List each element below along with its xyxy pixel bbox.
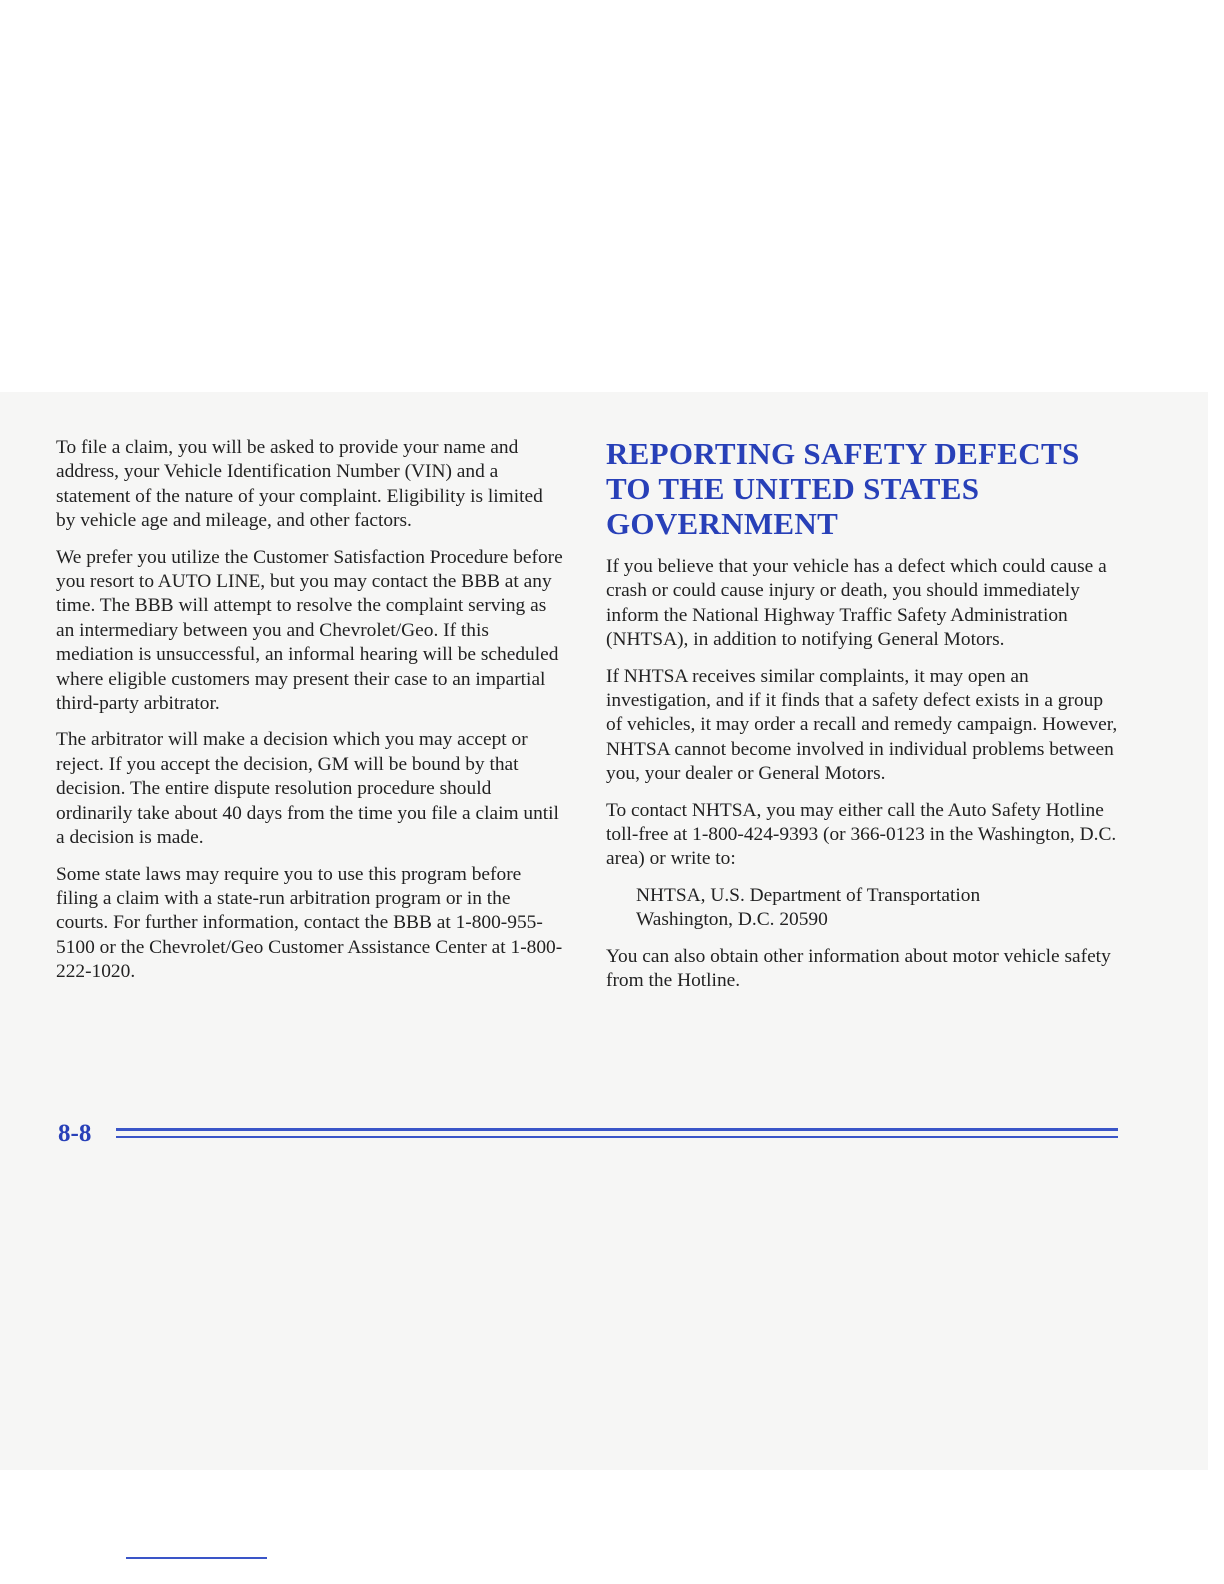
paragraph-contact-nhtsa: To contact NHTSA, you may either call the Auto Safety Hotline toll-free at 1-800-424-9393 (or 366-0123 in the Washington, D.C. area) or write to: [606, 799, 1117, 870]
paragraph-state-laws: Some state laws may require you to use this program before filing a claim with a state-run arbitration program or in the courts. For further information, contact the BBB at 1-800-955-5100 or the Chevrolet/Geo Customer Assistance Center at 1-800-222-1020. [56, 863, 563, 983]
paragraph-arbitrator: The arbitrator will make a decision which you may accept or reject. If you accept the decision, GM will be bound by that decision. The entire dispute resolution procedure should ordinarily take about 40 days from the time you file a claim until a decision is made. [56, 729, 559, 849]
paragraph-report-defect: If you believe that your vehicle has a defect which could cause a crash or could cause injury or death, you should immediately inform the National Highway Traffic Safety Administration (NHTSA), in addition to notifying General Motors. [606, 556, 1107, 651]
right-column [606, 436, 1122, 1006]
section-heading: REPORTING SAFETY DEFECTS TO THE UNITED STATES GOVERNMENT [606, 436, 1080, 541]
paragraph-hotline-info: You can also obtain other information about motor vehicle safety from the Hotline. [606, 945, 1111, 992]
page-number: 8-8 [58, 1120, 92, 1147]
footer-rule-bottom [116, 1136, 1118, 1138]
paragraph-file-claim: To file a claim, you will be asked to provide your name and address, your Vehicle Identification Number (VIN) and a statement of the nature of your complaint. Eligibility is limited by vehicle age and mileage, and other factors. [56, 437, 543, 532]
left-column [56, 436, 566, 997]
bottom-underline [126, 1557, 267, 1559]
footer-rule-top [116, 1128, 1118, 1131]
address-line-1: NHTSA, U.S. Department of Transportation [636, 884, 981, 906]
nhtsa-address [636, 884, 1122, 933]
address-line-2: Washington, D.C. 20590 [636, 909, 828, 931]
paragraph-customer-satisfaction: We prefer you utilize the Customer Satisfaction Procedure before you resort to AUTO LINE, but you may contact the BBB at any time. The BBB will attempt to resolve the complaint serving as an intermediary between you and Chevrolet/Geo. If this mediation is unsuccessful, an informal hearing will be scheduled where eligible customers may present their case to an impartial third-party arbitrator. [56, 546, 563, 715]
paragraph-nhtsa-investigation: If NHTSA receives similar complaints, it may open an investigation, and if it finds that a safety defect exists in a group of vehicles, it may order a recall and remedy campaign. However, NHTSA cannot become involved in individual problems between you, your dealer or General Motors. [606, 665, 1118, 785]
